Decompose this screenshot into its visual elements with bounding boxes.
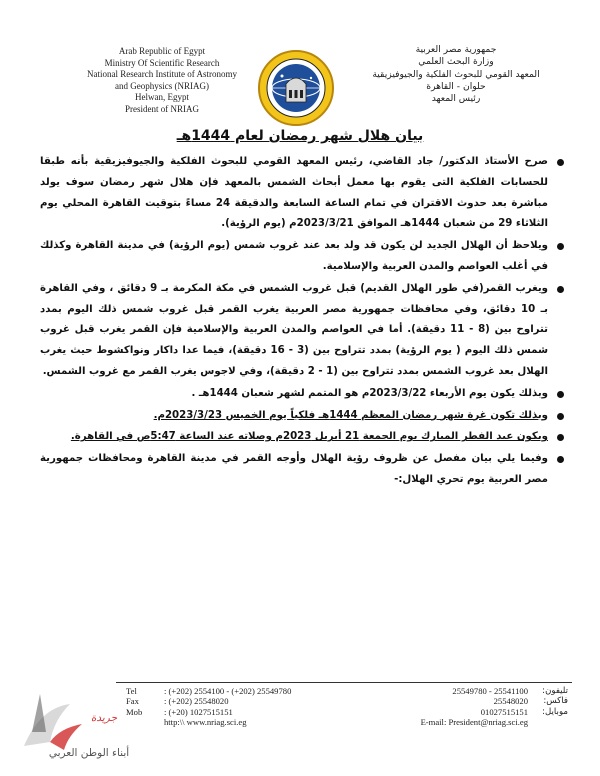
header-arabic-line: وزارة البحث العلمي xyxy=(418,56,494,68)
header-english-line: and Geophysics (NRIAG) xyxy=(115,80,209,91)
nriag-logo xyxy=(256,48,336,128)
email-link[interactable]: E-mail: President@nriag.sci.eg xyxy=(420,716,528,727)
bullet-icon xyxy=(557,456,564,463)
header-arabic-line: حلوان - القاهرة xyxy=(426,80,486,92)
footer-label xyxy=(528,717,568,727)
footer-label: فاكس: xyxy=(543,696,568,707)
footer-label: موبايل: xyxy=(542,706,568,717)
header-english-line: National Research Institute of Astronomy xyxy=(87,69,237,79)
footer-english xyxy=(126,686,326,727)
paragraph xyxy=(40,406,564,427)
footer-row xyxy=(358,696,568,706)
footer-row xyxy=(358,717,568,727)
paragraph-text: ويغرب القمر(في طور الهلال القديم) قبل غروب الشمس في مكة المكرمة بـ 9 دقائق ، وفي القاهرة بـ 10 دقائق، وفي محافظات جمهورية مصر العربية يغرب القمر قبل غروب شمس ذلك اليوم بمدد تتراوح بين (8 - 11 دقيقة). أما في العواصم والمدن العربية والإسلامية فإن القمر يغرب قبل غروب شمس ذلك اليوم ( يوم الرؤية) بمدد تتراوح بين (3 - 16 دقيقة)، فيما عدا داكار ونواكشوط حيث يغرب الهلال بعد غروب الشمس بمدد تتراوح بين (1 - 2 دقيقة)، وفي لاجوس يغرب القمر مع غروب الشمس. xyxy=(40,282,549,377)
header-english-line: Arab Republic of Egypt xyxy=(118,46,206,56)
paragraph xyxy=(40,384,564,405)
header-arabic-line: رئيس المعهد xyxy=(431,93,481,105)
header-english-line: Ministry Of Scientific Research xyxy=(104,57,220,68)
footer-value: : (+202) 25548020 xyxy=(164,696,229,707)
footer-divider xyxy=(116,682,572,683)
paragraph-text: وفيما يلي بيان مفصل عن ظروف رؤية الهلال وأوجه القمر في مدينة القاهرة ومحافظات جمهورية مصر العربية يوم تحري الهلال:- xyxy=(40,453,548,485)
footer-label: Mob xyxy=(126,706,143,717)
footer-arabic xyxy=(358,686,568,727)
bullet-icon xyxy=(557,391,564,398)
footer-row xyxy=(126,696,326,706)
bullet-icon xyxy=(557,413,564,420)
header-english-line: President of NRIAG xyxy=(125,103,199,114)
paragraph xyxy=(40,427,564,448)
footer-label: Tel xyxy=(126,686,137,696)
footer-row xyxy=(358,707,568,717)
bullet-icon xyxy=(557,159,564,166)
paragraph-text: ويكون عيد الفطر المبارك يوم الجمعة 21 أبريل 2023م وصلاته عند الساعة 5:47ص في القاهرة. xyxy=(70,431,548,443)
watermark-text: أبناء الوطن العربي xyxy=(48,747,130,759)
footer-row xyxy=(126,717,326,727)
paragraph xyxy=(40,236,564,278)
header-arabic xyxy=(356,44,556,105)
bullet-icon xyxy=(557,243,564,250)
paragraph-text: وبذلك تكون غرة شهر رمضان المعظم 1444هـ فلكياً يوم الخميس 2023/3/23م. xyxy=(153,409,548,421)
footer-value: 25549780 - 25541100 xyxy=(452,686,528,696)
watermark-brand: جريدة xyxy=(90,712,118,724)
paragraph xyxy=(40,152,564,235)
paragraph-text: وبذلك يكون يوم الأربعاء 2023/3/22م هو المتمم لشهر شعبان 1444هـ . xyxy=(191,387,548,399)
footer-label: تليفون: xyxy=(542,686,568,696)
bullet-icon xyxy=(557,434,564,441)
paragraph xyxy=(40,279,564,383)
header-english-line: Helwan, Egypt xyxy=(135,92,189,102)
footer-row xyxy=(126,707,326,717)
header-english xyxy=(62,46,262,115)
footer-row xyxy=(358,686,568,696)
footer-value: 25548020 xyxy=(493,696,528,707)
paragraph-text: ويلاحظ أن الهلال الجديد لن يكون قد ولد بعد عند غروب شمس (يوم الرؤية) في مدينة القاهرة وكذلك في أغلب العواصم والمدن العربية والإسلامية. xyxy=(40,240,548,272)
paragraph xyxy=(40,449,564,491)
statement-body xyxy=(40,152,564,492)
document-title: بيان هلال شهر رمضان لعام 1444هـ xyxy=(176,128,424,144)
header-arabic-line: جمهورية مصر العربية xyxy=(415,44,497,55)
footer-value: : (+202) 2554100 - (+202) 25549780 xyxy=(164,686,292,696)
footer-label: Fax xyxy=(126,696,139,707)
header-arabic-line: المعهد القومي للبحوث الفلكية والجيوفيزيقية xyxy=(372,68,540,80)
bullet-icon xyxy=(557,286,564,293)
footer-value: : (+20) 1027515151 xyxy=(164,706,233,717)
paragraph-text: صرح الأستاذ الدكتور/ جاد القاضي، رئيس المعهد القومي للبحوث الفلكية والجيوفيزيقية بأنه طبقا للحسابات الفلكية التى يقوم بها معمل أبحاث الشمس بالمعهد فإن هلال شهر رمضان سوف يولد مباشرة بعد حدوث الاقتران في تمام الساعة السابعة والدقيقة 24 مساءً بتوقيت القاهرة المحلي يوم الثلاثاء 29 من شعبان 1444هـ الموافق 2023/3/21م (يوم الرؤية). xyxy=(40,156,548,230)
website-link[interactable]: http:\\ www.nriag.sci.eg xyxy=(164,716,247,727)
footer-value: 01027515151 xyxy=(480,706,528,717)
footer-row xyxy=(126,686,326,696)
